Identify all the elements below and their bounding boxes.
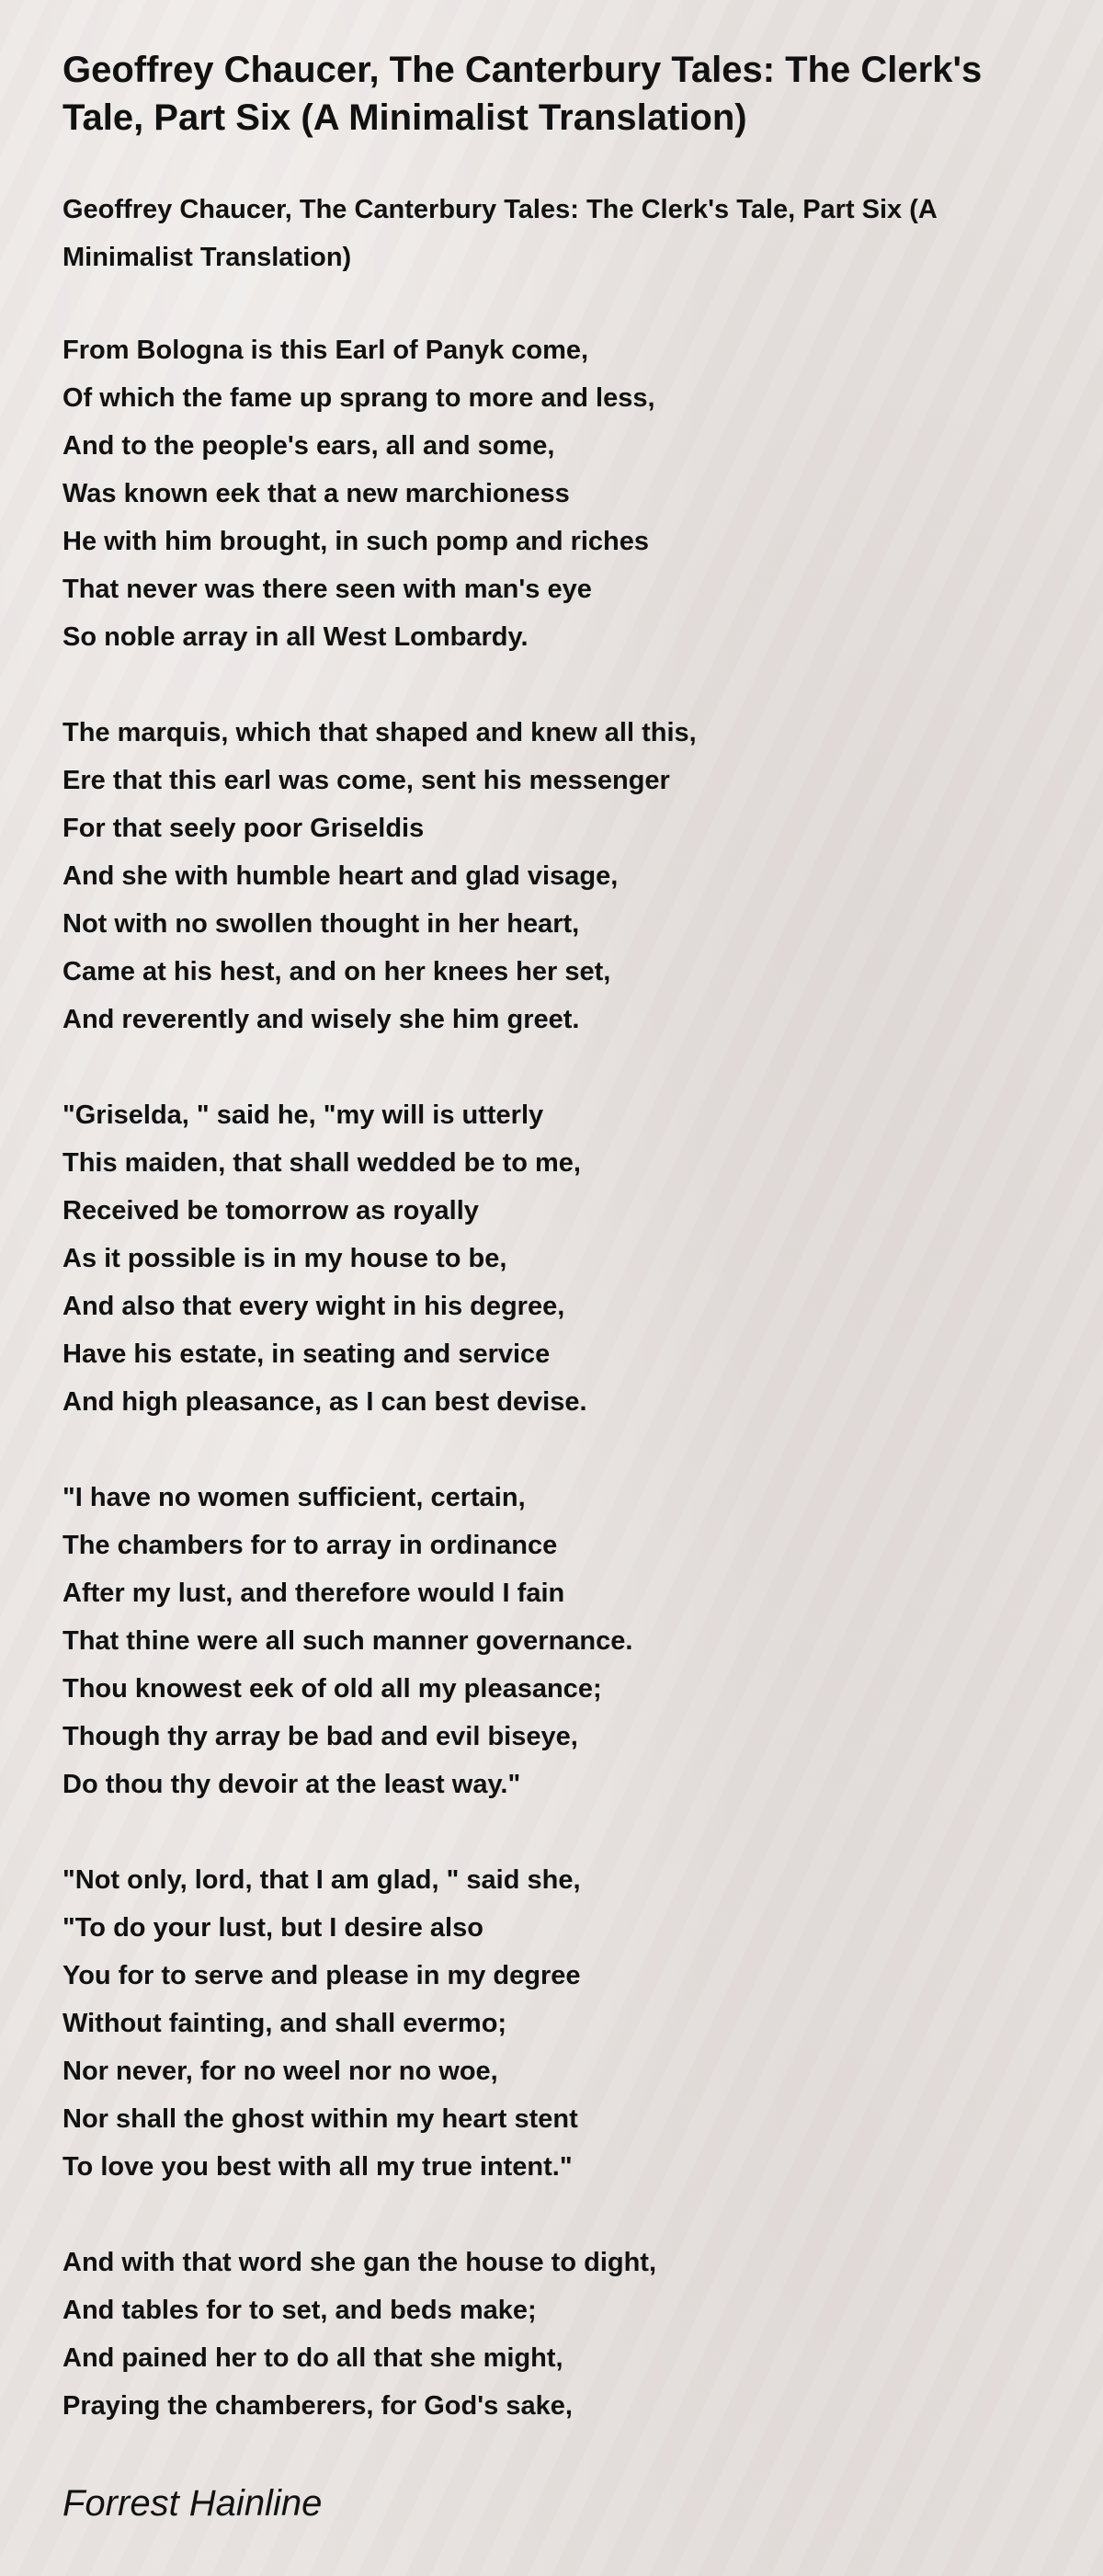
poem-stanza xyxy=(63,1474,1037,1808)
poem-line: The marquis, which that shaped and knew all this, xyxy=(63,718,697,747)
poem-line: You for to serve and please in my degree xyxy=(63,1961,581,1990)
poem-stanza xyxy=(63,1856,1037,2191)
poem-line: And with that word she gan the house to dight, xyxy=(63,2248,657,2277)
poem-stanza xyxy=(63,709,1037,1043)
poem-author: Forrest Hainline xyxy=(63,2483,323,2524)
poem-line: And high pleasance, as I can best devise. xyxy=(63,1387,587,1417)
poem-line: He with him brought, in such pomp and riches xyxy=(63,527,650,556)
poem-stanza xyxy=(63,1091,1037,1426)
poem-line: Have his estate, in seating and service xyxy=(63,1339,551,1369)
poem-line: Of which the fame up sprang to more and less, xyxy=(63,383,655,413)
poem-line: Nor never, for no weel nor no woe, xyxy=(63,2057,498,2086)
poem-line: So noble array in all West Lombardy. xyxy=(63,622,529,652)
poem-line: Do thou thy devoir at the least way." xyxy=(63,1770,521,1799)
poem-line: Came at his hest, and on her knees her set, xyxy=(63,957,611,986)
poem-line: Thou knowest eek of old all my pleasance; xyxy=(63,1674,602,1704)
poem-line: The chambers for to array in ordinance xyxy=(63,1531,558,1560)
poem-line: Ere that this earl was come, sent his messenger xyxy=(63,766,670,795)
poem-line: "To do your lust, but I desire also xyxy=(63,1913,483,1943)
poem-line: For that seely poor Griseldis xyxy=(63,814,425,843)
poem-line: And she with humble heart and glad visage, xyxy=(63,861,619,891)
poem-line: To love you best with all my true intent." xyxy=(63,2152,573,2182)
poem-line: And to the people's ears, all and some, xyxy=(63,431,555,461)
poem-body xyxy=(63,326,1037,2430)
poem-line: Praying the chamberers, for God's sake, xyxy=(63,2391,573,2421)
poem-line: That never was there seen with man's eye xyxy=(63,575,592,604)
poem-line: And also that every wight in his degree, xyxy=(63,1292,565,1321)
poem-stanza xyxy=(63,326,1037,661)
poem-line: After my lust, and therefore would I fain xyxy=(63,1579,565,1608)
poem-stanza xyxy=(63,2239,1037,2430)
poem-line: This maiden, that shall wedded be to me, xyxy=(63,1148,581,1178)
poem-line: Though thy array be bad and evil biseye, xyxy=(63,1722,578,1751)
poem-line: As it possible is in my house to be, xyxy=(63,1244,507,1273)
poem-line: "I have no women sufficient, certain, xyxy=(63,1483,526,1512)
poem-line: Without fainting, and shall evermo; xyxy=(63,2009,507,2038)
poem-line: From Bologna is this Earl of Panyk come, xyxy=(63,336,589,365)
poem-line: "Not only, lord, that I am glad, " said she, xyxy=(63,1865,581,1895)
poem-line: And pained her to do all that she might, xyxy=(63,2343,563,2373)
poem-line: Not with no swollen thought in her heart, xyxy=(63,909,580,939)
poem-line: Nor shall the ghost within my heart stent xyxy=(63,2104,578,2134)
poem-line: That thine were all such manner governance. xyxy=(63,1626,633,1656)
poem-line: Received be tomorrow as royally xyxy=(63,1196,479,1225)
poem-title: Geoffrey Chaucer, The Canterbury Tales: The Clerk's Tale, Part Six (A Minimalist Translation) xyxy=(63,50,983,138)
poem-line: "Griselda, " said he, "my will is utterly xyxy=(63,1100,544,1130)
poem-line: And tables for to set, and beds make; xyxy=(63,2296,537,2325)
poem-subtitle: Geoffrey Chaucer, The Canterbury Tales: The Clerk's Tale, Part Six (A Minimalist Translation) xyxy=(63,195,937,272)
poem-line: And reverently and wisely she him greet. xyxy=(63,1005,580,1034)
poem-line: Was known eek that a new marchioness xyxy=(63,479,570,508)
